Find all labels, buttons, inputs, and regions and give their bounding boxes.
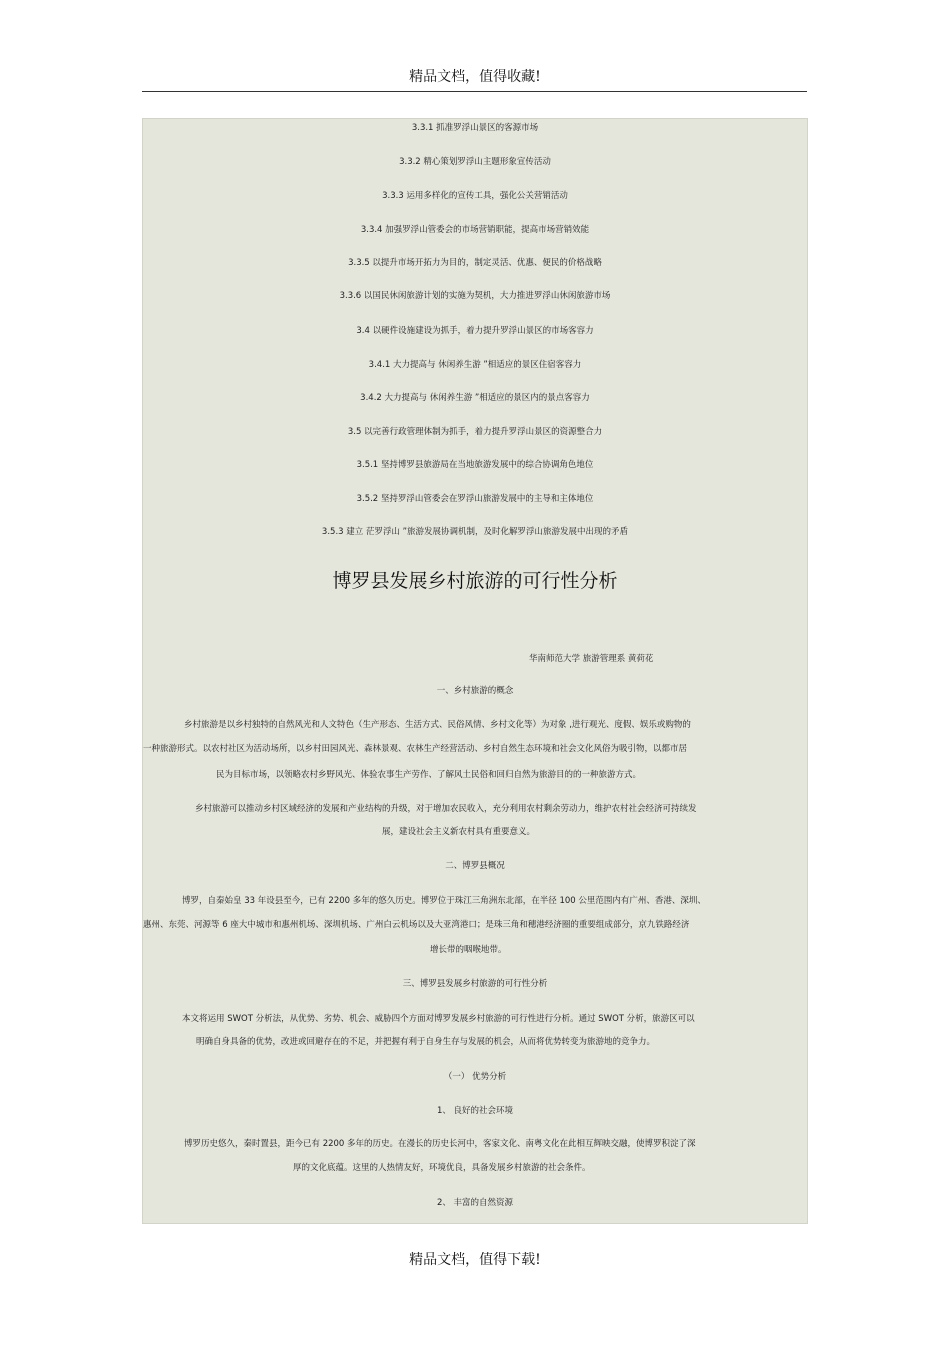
paragraph-line: 博罗，自秦始皇 33 年设县至今，已有 2200 多年的悠久历史。博罗位于珠江三角洲东北部，在半径 100 公里范围内有广州、香港、深圳、 bbox=[182, 896, 706, 906]
toc-item[interactable]: 3.3.3 运用多样化的宣传工具，强化公关营销活动 bbox=[382, 191, 568, 201]
paragraph-line: 增长带的咽喉地带。 bbox=[430, 945, 507, 955]
toc-item[interactable]: 3.5 以完善行政管理体制为抓手，着力提升罗浮山景区的资源整合力 bbox=[347, 427, 603, 437]
paragraph-line: 民为目标市场，以领略农村乡野风光、体验农事生产劳作、了解风土民俗和回归自然为旅游目的的一种旅游方式。 bbox=[216, 770, 642, 780]
paragraph-line: 厚的文化底蕴。这里的人热情友好，环境优良，具备发展乡村旅游的社会条件。 bbox=[293, 1163, 591, 1173]
paragraph-line: 一种旅游形式。以农村社区为活动场所，以乡村田园风光、森林景观、农林生产经营活动、乡村自然生态环境和社会文化风俗为吸引物，以都市居 bbox=[143, 744, 688, 754]
toc-item[interactable]: 3.3.6 以国民休闲旅游计划的实施为契机，大力推进罗浮山休闲旅游市场 bbox=[339, 291, 611, 301]
paragraph-line: 明确自身具备的优势，改进或回避存在的不足，并把握有利于自身生存与发展的机会，从而将优势转变为旅游地的竞争力。 bbox=[196, 1037, 656, 1047]
toc-item[interactable]: 3.3.1 抓准罗浮山景区的客源市场 bbox=[411, 123, 539, 133]
document-page bbox=[142, 118, 808, 1224]
paragraph-line: 博罗历史悠久，秦时置县，距今已有 2200 多年的历史。在漫长的历史长河中，客家文化、南粤文化在此相互辉映交融，使博罗积淀了深 bbox=[184, 1139, 696, 1149]
toc-item[interactable]: 3.4 以硬件设施建设为抓手，着力提升罗浮山景区的市场客容力 bbox=[356, 326, 594, 336]
toc-item[interactable]: 3.5.3 建立 茫罗浮山 ”旅游发展协调机制，及时化解罗浮山旅游发展中出现的矛盾 bbox=[321, 527, 629, 537]
page-footer: 精品文档，值得下载! bbox=[409, 1252, 541, 1268]
toc-item[interactable]: 3.5.2 坚持罗浮山管委会在罗浮山旅游发展中的主导和主体地位 bbox=[356, 494, 594, 504]
paragraph-line: 本文将运用 SWOT 分析法，从优势、劣势、机会、威胁四个方面对博罗发展乡村旅游的可行性进行分析。通过 SWOT 分析，旅游区可以 bbox=[182, 1014, 695, 1024]
paragraph-line: 乡村旅游可以推动乡村区域经济的发展和产业结构的升级，对于增加农民收入，充分利用农村剩余劳动力，维护农村社会经济可持续发 bbox=[195, 804, 697, 814]
toc-item[interactable]: 3.4.2 大力提高与 休闲养生游 ”相适应的景区内的景点客容力 bbox=[360, 393, 590, 403]
page-header: 精品文档，值得收藏! bbox=[409, 69, 541, 85]
toc-item[interactable]: 3.3.5 以提升市场开拓力为目的，制定灵活、优惠、便民的价格战略 bbox=[348, 258, 602, 268]
paragraph-line: 展，建设社会主义新农村具有重要意义。 bbox=[382, 827, 536, 837]
toc-item[interactable]: 3.3.4 加强罗浮山管委会的市场营销职能，提高市场营销效能 bbox=[360, 225, 590, 235]
article-title: 博罗县发展乡村旅游的可行性分析 bbox=[332, 570, 618, 592]
toc-item[interactable]: 3.4.1 大力提高与 休闲养生游 ”相适应的景区住宿客容力 bbox=[368, 360, 582, 370]
paragraph-line: 惠州、东莞、河源等 6 座大中城市和惠州机场、深圳机场、广州白云机场以及大亚湾港口；是珠三角和穗港经济圈的重要组成部分，京九铁路经济 bbox=[143, 920, 690, 930]
list-item-heading: 2、 丰富的自然资源 bbox=[436, 1198, 514, 1208]
section-heading: 一、乡村旅游的概念 bbox=[436, 686, 514, 696]
header-divider bbox=[142, 91, 807, 92]
toc-item[interactable]: 3.5.1 坚持博罗县旅游局在当地旅游发展中的综合协调角色地位 bbox=[356, 460, 594, 470]
paragraph-line: 乡村旅游是以乡村独特的自然风光和人文特色（生产形态、生活方式、民俗风情、乡村文化等）为对象 ,进行观光、度假、娱乐或购物的 bbox=[184, 720, 691, 730]
section-heading: 三、博罗县发展乡村旅游的可行性分析 bbox=[402, 979, 548, 989]
toc-item[interactable]: 3.3.2 精心策划罗浮山主题形象宣传活动 bbox=[399, 157, 551, 167]
list-item-heading: 1、 良好的社会环境 bbox=[436, 1106, 514, 1116]
section-heading: 二、博罗县概况 bbox=[445, 861, 505, 871]
subsection-heading: （一） 优势分析 bbox=[443, 1072, 507, 1082]
author-line: 华南师范大学 旅游管理系 黄荷花 bbox=[529, 654, 654, 664]
